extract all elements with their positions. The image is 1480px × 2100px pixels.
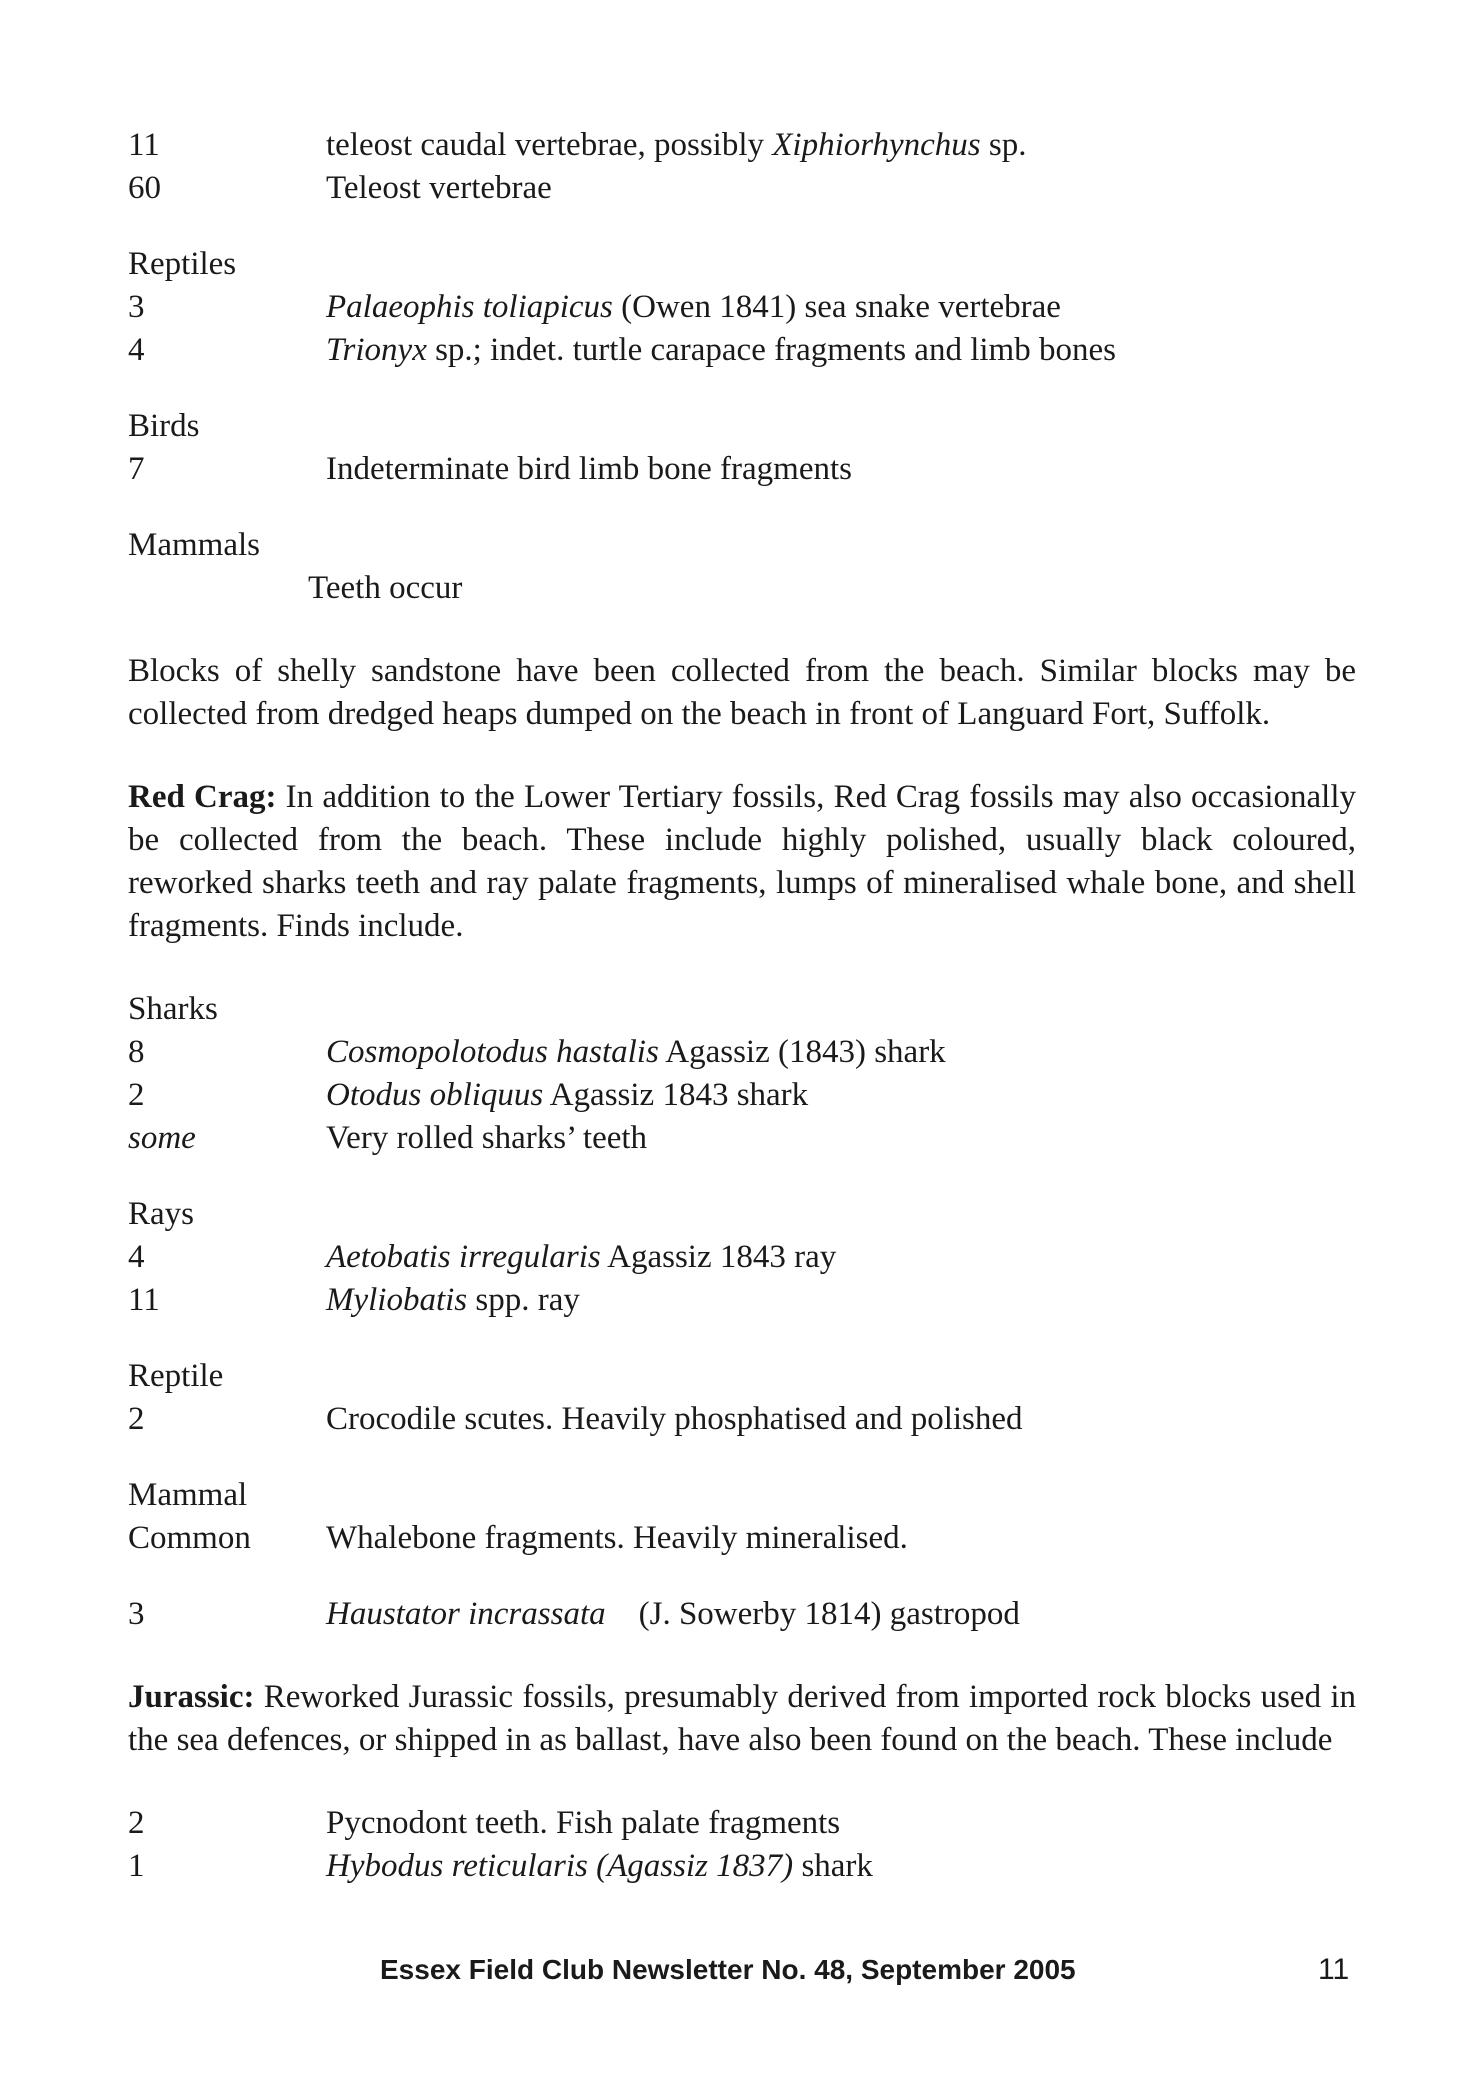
list-item (128, 167, 1356, 210)
list-item (128, 1074, 1356, 1117)
count: 8 (128, 1034, 145, 1070)
list-item (128, 286, 1356, 329)
list-item (128, 1117, 1356, 1160)
count: 4 (128, 332, 145, 368)
group-heading-reptiles: Reptiles (128, 246, 237, 282)
count: 2 (128, 1805, 145, 1841)
count: 3 (128, 289, 145, 325)
paragraph-jurassic: Jurassic: Reworked Jurassic fossils, presumably derived from imported rock blocks used in the sea defences, or shipped in as ballast, have also been found on the beach. These include (128, 1679, 1356, 1758)
list-item (128, 1279, 1356, 1322)
description: Whalebone fragments. Heavily mineralised. (326, 1520, 908, 1556)
description: Aetobatis irregularis Agassiz 1843 ray (326, 1239, 837, 1275)
description: Otodus obliquus Agassiz 1843 shark (326, 1077, 809, 1113)
list-item (128, 1398, 1356, 1441)
list-item (128, 1593, 1356, 1636)
count: Common (128, 1520, 251, 1556)
description: Trionyx sp.; indet. turtle carapace fragments and limb bones (326, 332, 1116, 368)
description: Teeth occur (308, 570, 463, 606)
count: some (128, 1120, 196, 1156)
group-heading-mammal: Mammal (128, 1477, 248, 1513)
count: 3 (128, 1596, 145, 1632)
group-heading-mammals: Mammals (128, 527, 260, 563)
description: Cosmopolotodus hastalis Agassiz (1843) shark (326, 1034, 946, 1070)
section-lead-jurassic: Jurassic: (128, 1679, 255, 1715)
list-item (128, 448, 1356, 491)
count: 11 (128, 1282, 160, 1318)
count: 2 (128, 1077, 145, 1113)
list-item (128, 1031, 1356, 1074)
description: teleost caudal vertebrae, possibly Xiphiorhynchus sp. (326, 127, 1027, 163)
page-body (128, 124, 1356, 1888)
list-item (128, 1517, 1356, 1560)
description: Myliobatis spp. ray (326, 1282, 580, 1318)
count: 4 (128, 1239, 145, 1275)
description: Hybodus reticularis (Agassiz 1837) shark (326, 1848, 873, 1884)
group-heading-rays: Rays (128, 1196, 194, 1232)
description: Pycnodont teeth. Fish palate fragments (326, 1805, 841, 1841)
list-item (128, 1802, 1356, 1845)
list-item (128, 1845, 1356, 1888)
group-heading-birds: Birds (128, 408, 200, 444)
description: Very rolled sharks’ teeth (326, 1120, 648, 1156)
count: 2 (128, 1401, 145, 1437)
description: Teleost vertebrae (326, 170, 552, 206)
group-heading-reptile: Reptile (128, 1358, 224, 1394)
description: Haustator incrassata (J. Sowerby 1814) gastropod (326, 1596, 1020, 1632)
paragraph-blocks: Blocks of shelly sandstone have been collected from the beach. Similar blocks may be collected from dredged heaps dumped on the beach in front of Languard Fort, Suffolk. (128, 653, 1356, 732)
count: 60 (128, 170, 161, 206)
page-number: 11 (1318, 1953, 1350, 1986)
footer-title: Essex Field Club Newsletter No. 48, September 2005 (380, 1954, 1076, 1985)
list-item (128, 329, 1356, 372)
description: Palaeophis toliapicus (Owen 1841) sea snake vertebrae (326, 289, 1061, 325)
count: 1 (128, 1848, 145, 1884)
group-heading-sharks: Sharks (128, 991, 218, 1027)
count: 11 (128, 127, 160, 163)
description: Indeterminate bird limb bone fragments (326, 451, 853, 487)
paragraph-red-crag: Red Crag: In addition to the Lower Tertiary fossils, Red Crag fossils may also occasionally be collected from the beach. These include highly polished, usually black coloured, reworked sharks teeth and ray palate fragments, lumps of mineralised whale bone, and shell fragments. Finds include. (128, 779, 1356, 944)
page-footer (0, 1950, 1480, 1990)
list-item (128, 1236, 1356, 1279)
count: 7 (128, 451, 145, 487)
description: Crocodile scutes. Heavily phosphatised and polished (326, 1401, 1023, 1437)
section-lead-red-crag: Red Crag: (128, 779, 277, 815)
list-item (128, 124, 1356, 167)
